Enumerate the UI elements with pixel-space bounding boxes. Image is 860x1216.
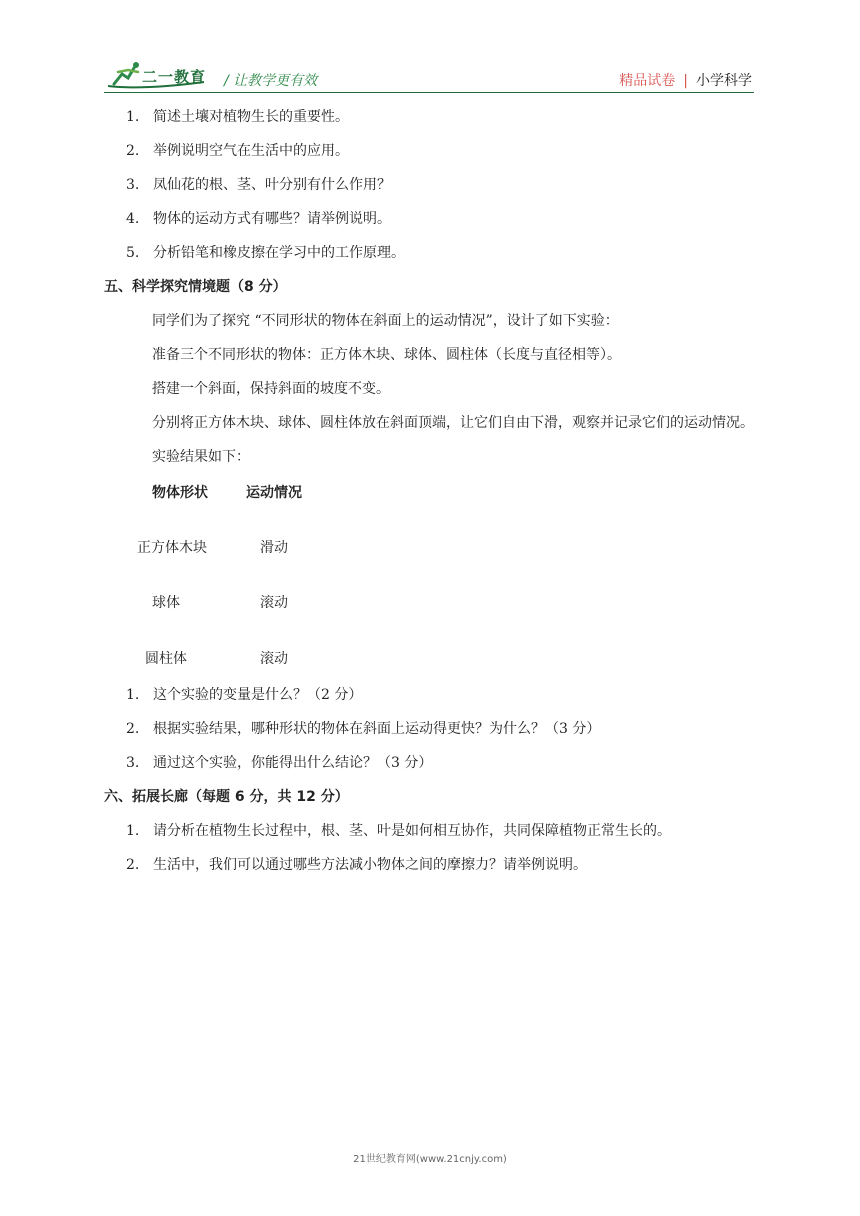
- section5-title: 五、科学探究情境题（8 分）: [104, 279, 287, 295]
- section5-questions: [104, 678, 764, 780]
- item-text: 举例说明空气在生活中的应用。: [153, 143, 349, 159]
- item-number: 2.: [126, 857, 140, 873]
- item-number: 4.: [126, 211, 140, 227]
- brand-name: 二一教育: [142, 68, 207, 86]
- table-header: 运动情况: [246, 485, 302, 501]
- paragraph: 实验结果如下：: [152, 449, 250, 465]
- table-cell: 滑动: [260, 540, 288, 556]
- item-text: 这个实验的变量是什么？（2 分）: [153, 687, 363, 703]
- paragraph: 搭建一个斜面，保持斜面的坡度不变。: [152, 381, 390, 397]
- paragraph: 分别将正方体木块、球体、圆柱体放在斜面顶端，让它们自由下滑，观察并记录它们的运动情况。: [152, 415, 754, 431]
- paragraph: 准备三个不同形状的物体：正方体木块、球体、圆柱体（长度与直径相等）。: [152, 347, 621, 363]
- part1-list: [104, 100, 764, 270]
- item-text: 分析铅笔和橡皮擦在学习中的工作原理。: [153, 245, 405, 261]
- section6-title: 六、拓展长廊（每题 6 分，共 12 分）: [104, 789, 349, 805]
- list-item: [104, 168, 764, 202]
- list-item: [104, 100, 764, 134]
- item-text: 凤仙花的根、茎、叶分别有什么作用？: [153, 177, 391, 193]
- header-divider: [104, 92, 754, 93]
- page-footer: 21世纪教育网(www.21cnjy.com): [353, 1154, 507, 1165]
- item-text: 通过这个实验，你能得出什么结论？（3 分）: [153, 755, 433, 771]
- list-item: [104, 236, 764, 270]
- header-right: [619, 70, 752, 90]
- item-text: 简述土壤对植物生长的重要性。: [153, 109, 349, 125]
- section6-questions: [104, 814, 764, 882]
- page-header: [0, 0, 860, 100]
- item-number: 1.: [126, 109, 140, 125]
- list-item: [104, 134, 764, 168]
- item-number: 2.: [126, 721, 140, 737]
- list-item: [104, 848, 764, 882]
- item-text: 根据实验结果，哪种形状的物体在斜面上运动得更快？为什么？（3 分）: [153, 721, 601, 737]
- brand-slogan: / 让教学更有效: [224, 73, 318, 89]
- list-item: [104, 712, 764, 746]
- table-cell: 滚动: [260, 651, 288, 667]
- list-item: [104, 678, 764, 712]
- list-item: [104, 746, 764, 780]
- header-tag: 精品试卷: [619, 73, 676, 89]
- list-item: [104, 202, 764, 236]
- document-body: [104, 100, 764, 882]
- item-text: 请分析在植物生长过程中，根、茎、叶是如何相互协作，共同保障植物正常生长的。: [153, 823, 671, 839]
- item-number: 1.: [126, 687, 140, 703]
- item-text: 生活中，我们可以通过哪些方法减小物体之间的摩擦力？请举例说明。: [153, 857, 587, 873]
- table-cell: 圆柱体: [145, 651, 187, 667]
- list-item: [104, 814, 764, 848]
- item-number: 3.: [126, 755, 140, 771]
- item-number: 5.: [126, 245, 140, 261]
- table-cell: 正方体木块: [137, 540, 207, 556]
- result-table: [104, 482, 764, 678]
- table-cell: 滚动: [260, 595, 288, 611]
- item-number: 3.: [126, 177, 140, 193]
- header-subject: 小学科学: [696, 73, 752, 89]
- item-number: 1.: [126, 823, 140, 839]
- table-header: 物体形状: [152, 485, 208, 501]
- item-number: 2.: [126, 143, 140, 159]
- section5-description: [104, 304, 764, 474]
- paragraph: 同学们为了探究 “不同形状的物体在斜面上的运动情况”，设计了如下实验：: [152, 313, 619, 329]
- item-text: 物体的运动方式有哪些？请举例说明。: [153, 211, 391, 227]
- header-separator: |: [683, 73, 688, 89]
- table-cell: 球体: [152, 595, 180, 611]
